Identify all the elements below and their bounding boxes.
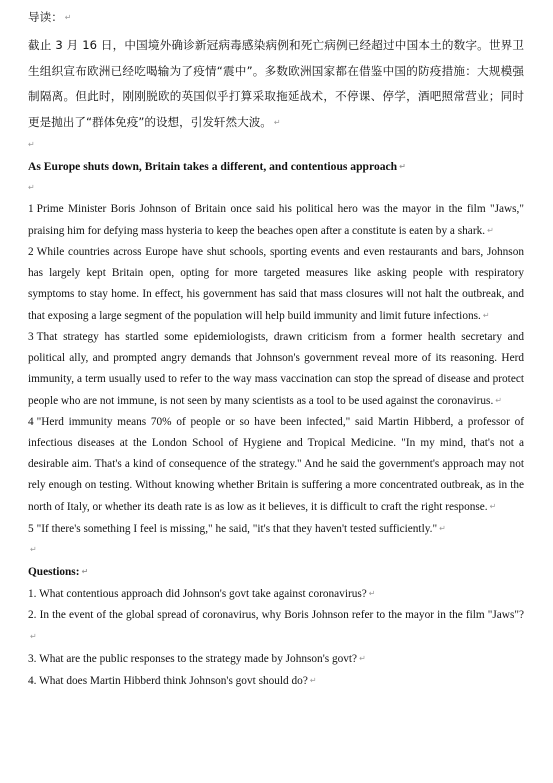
paragraph-mark: ↵ [28,140,35,149]
paragraph-mark: ↵ [487,226,494,235]
intro-paragraph: 截止 3 月 16 日，中国境外确诊新冠病毒感染病例和死亡病例已经超过中国本土的数字。世界卫生组织宣布欧洲已经吃喝输为了疫情“震中”。多数欧洲国家都在借鉴中国的防疫措施：大规模强制隔离。但此时，刚刚脱欧的英国似乎打算采取拖延战术，不停课、停学，酒吧照常营业；同时更是抛出了“群体免疫”的设想，引发轩然大波。 ↵ [28,38,524,129]
article-paragraph-2: 2 While countries across Europe have shut schools, sporting events and even restaurants and bars, Johnson has largely kept Britain open, opting for more targeted measures like asking people with respiratory symptoms to stay home. In effect, his government has said that mass closures will not halt the outbreak, and that exposing a large segment of the population will help build immunity and limit future infections. ↵ [28,246,524,322]
paragraph-mark: ↵ [439,524,446,533]
paragraph-mark: ↵ [489,502,497,511]
paragraph-mark: ↵ [273,117,281,127]
paragraph-mark: ↵ [64,13,72,22]
question-item-4: 4. What does Martin Hibberd think Johnson's govt should do? ↵ [28,675,317,687]
paragraph-mark: ↵ [399,162,406,171]
paragraph-mark: ↵ [30,632,37,641]
question-item-2: 2. In the event of the global spread of coronavirus, why Boris Johnson refer to the mayor in the film "Jaws"?↵ [28,609,524,641]
paragraph-mark: ↵ [368,589,376,598]
empty-line [28,178,524,199]
question-item-3: 3. What are the public responses to the strategy made by Johnson's govt? ↵ [28,653,366,665]
article-paragraph-3: 3 That strategy has startled some epidemiologists, drawn criticism from a former health secretary and political ally, and prompted angry demands that Johnson's government reveal more of its reasoning. Herd immunity, a term usually used to refer to the way mass vaccination can stop the spread of disease and protect people who are not immune, is not seen by many scientists as a tool to be used against the coronavirus. ↵ [28,331,524,407]
paragraph-mark: ↵ [28,183,35,192]
paragraph-mark: ↵ [359,654,366,663]
article-paragraph-4: 4 "Herd immunity means 70% of people or so have been infected," said Martin Hibberd, a professor of infectious diseases at the London School of Hygiene and Tropical Medicine. "In my mind, that's not a desirable aim. That's a kind of consequence of the strategy." And he said the government's approach may not rely enough on testing. Without knowing whether Britain is suffering a more concentrated outbreak, as in the north of Italy, or whether its death rate is as low as it believes, it is difficult to craft the right response. ↵ [28,416,524,513]
article-paragraph-1: 1 Prime Minister Boris Johnson of Britain once said his political hero was the mayor in the film "Jaws," praising him for defying mass hysteria to keep the beaches open after a constitute is eaten by a shark. ↵ [28,203,524,237]
article-title: As Europe shuts down, Britain takes a different, and contentious approach ↵ [28,160,406,173]
paragraph-mark: ↵ [30,545,37,554]
document-page [28,6,524,692]
intro-heading: 导读： ↵ [28,10,72,24]
paragraph-mark: ↵ [482,311,490,320]
paragraph-mark: ↵ [81,567,89,576]
paragraph-mark: ↵ [309,676,317,685]
paragraph-mark: ↵ [495,396,502,405]
article-paragraph-5: 5 "If there's something I feel is missing," he said, "it's that they haven't tested sufficiently." ↵ [28,523,446,535]
empty-line [28,135,524,156]
empty-line [28,540,524,561]
question-item-1: 1. What contentious approach did Johnson's govt take against coronavirus? ↵ [28,588,376,600]
questions-heading: Questions: ↵ [28,566,89,578]
